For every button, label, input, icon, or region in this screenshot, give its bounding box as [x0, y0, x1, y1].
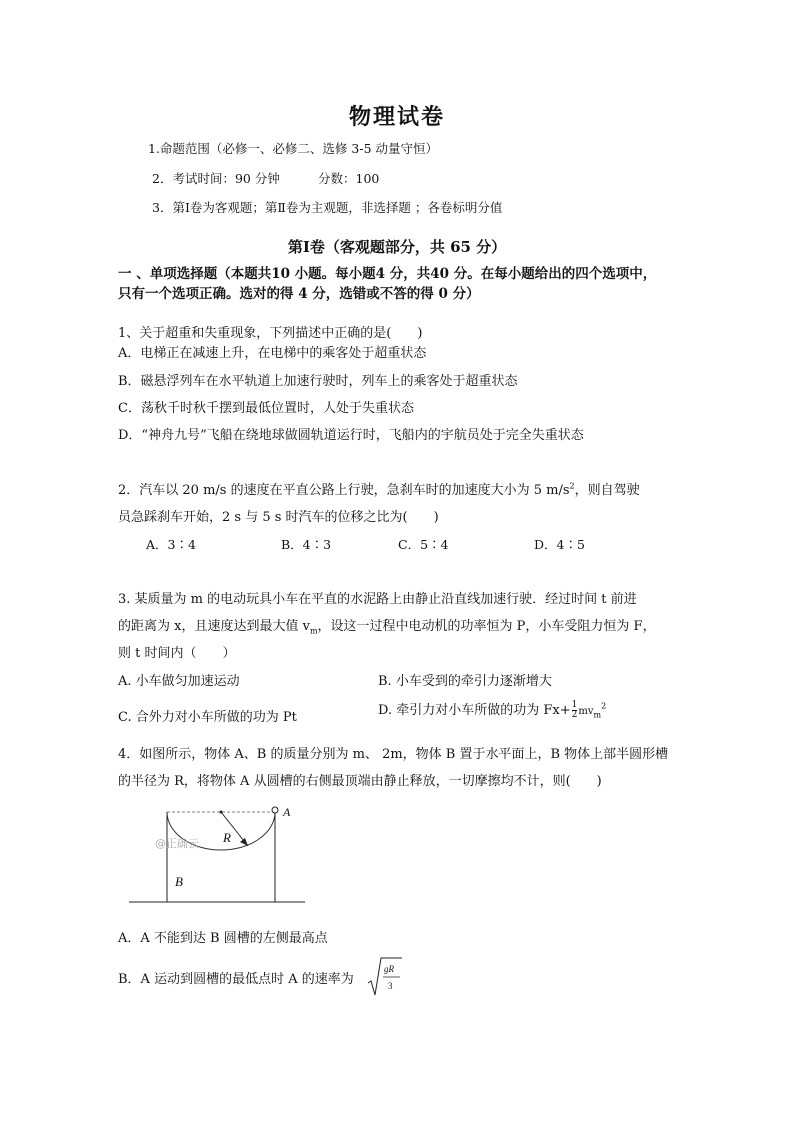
q3-line1: 3. 某质量为 m 的电动玩具小车在平直的水泥路上由静止沿直线加速行驶．经过时间 t 前进 [118, 592, 637, 607]
page-title: 物理试卷 [348, 104, 445, 130]
q3-mv-subscript: m [593, 710, 602, 720]
q3-line2-tail: ，设这一过程中电动机的功率恒为 P，小车受阻力恒为 F， [317, 619, 656, 634]
q2-line1-tail: ，则自驾驶 [574, 483, 640, 498]
q2-line1 [118, 479, 640, 498]
q2-option-b: B．4∶3 [281, 537, 332, 552]
note-sections: 3．第Ⅰ卷为客观题；第Ⅱ卷为主观题，非选择题 ；各卷标明分值 [152, 200, 503, 215]
q2-unit-superscript: 2 [569, 481, 575, 491]
q3-vm-subscript: m [309, 626, 318, 636]
sqrt-denominator: 3 [388, 981, 393, 991]
q2-option-d: D．4∶5 [534, 537, 585, 552]
radius-arrowhead [240, 838, 248, 846]
q2-option-a: A．3∶4 [146, 537, 196, 552]
q3-mv: mv [578, 706, 594, 717]
q2-line2: 员急踩刹车开始，2 s 与 5 s 时汽车的位移之比为( ) [118, 510, 439, 525]
section-instruction-line2: 只有一个选项正确。选对的得 4 分，选错或不答的得 0 分） [118, 286, 480, 302]
note-score: 分数：100 [318, 171, 380, 186]
q2-option-c: C．5∶4 [398, 537, 449, 552]
q1-option-a: A．电梯正在减速上升，在电梯中的乘客处于超重状态 [118, 346, 427, 361]
q3-mv-superscript: 2 [601, 701, 607, 711]
q3-line2-text: 的距离为 x，且速度达到最大值 v [118, 619, 310, 634]
fraction-denominator: 2 [571, 710, 578, 720]
q1-option-c: C．荡秋千时秋千摆到最低位置时，人处于失重状态 [118, 401, 414, 416]
label-b: B [175, 874, 183, 889]
q4-line2: 的半径为 R，将物体 A 从圆槽的右侧最顶端由静止释放，一切摩擦均不计，则( ) [118, 774, 602, 789]
fraction-numerator: 1 [571, 700, 578, 710]
q3-option-d [378, 699, 606, 720]
q2-line1-text: 2．汽车以 20 m/s 的速度在平直公路上行驶，急刹车时的加速度大小为 5 m/s [118, 483, 570, 498]
note-time: 2．考试时间：90 分钟 [152, 171, 280, 186]
q3-option-c: C. 合外力对小车所做的功为 Pt [118, 710, 297, 725]
q3-line3: 则 t 时间内（ ） [118, 646, 236, 661]
object-a-ball [272, 807, 278, 813]
q1-stem: 1、关于超重和失重现象，下列描述中正确的是( ) [118, 326, 423, 341]
q3-line2 [118, 615, 656, 636]
sqrt-numerator: gR [384, 964, 394, 974]
q1-option-b: B．磁悬浮列车在水平轨道上加速行驶时，列车上的乘客处于超重状态 [118, 374, 518, 389]
sqrt-expression [367, 955, 403, 999]
figure-watermark: @正确云 [155, 837, 199, 850]
section-instruction-line1: 一 、单项选择题（本题共10 小题。每小题4 分，共40 分。在每小题给出的四个选项中， [118, 266, 657, 282]
q3-option-b: B. 小车受到的牵引力逐渐增大 [378, 674, 552, 689]
note-scope: 1.命题范围（必修一、必修二、选修 3-5 动量守恒） [148, 141, 439, 156]
q4-line1: 4．如图所示，物体 A、B 的质量分别为 m、 2m，物体 B 置于水平面上，B 物体上部半圆形槽 [118, 747, 669, 762]
q1-option-d: D．“神舟九号”飞船在绕地球做圆轨道运行时，飞船内的宇航员处于完全失重状态 [118, 428, 584, 443]
label-a: A [283, 805, 291, 819]
q4-option-b: B．A 运动到圆槽的最低点时 A 的速率为 [118, 972, 354, 987]
label-r: R [223, 830, 231, 845]
section-title: 第Ⅰ卷（客观题部分，共 65 分） [287, 238, 507, 256]
figure-semicircle-groove [125, 800, 315, 910]
q4-option-a: A．A 不能到达 B 圆槽的左侧最高点 [118, 931, 328, 946]
half-fraction [572, 701, 578, 720]
q3-option-a: A. 小车做匀加速运动 [118, 674, 240, 689]
q3-option-d-text: D. 牵引力对小车所做的功为 Fx+ [378, 703, 571, 718]
